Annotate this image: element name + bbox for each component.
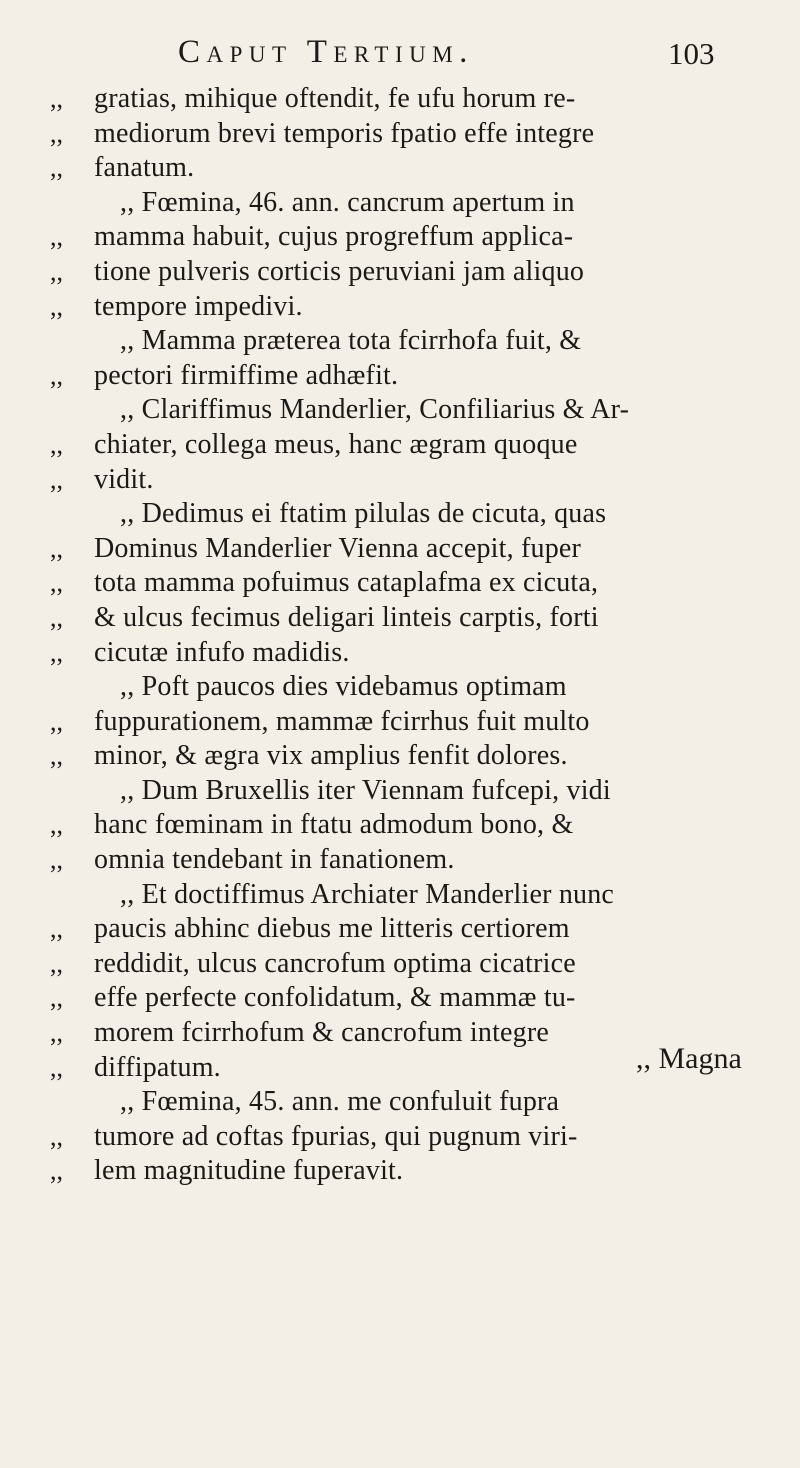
text-line [0, 981, 800, 1016]
line-text: gratias, mihique oftendit, fe ufu horum re- [94, 83, 576, 114]
text-line [0, 428, 800, 463]
line-text: tumore ad coftas fpurias, qui pugnum viri- [94, 1120, 578, 1152]
margin-quote-mark: ,, [50, 568, 63, 598]
text-line [0, 566, 800, 601]
margin-quote-mark: ,, [50, 983, 63, 1013]
text-line [0, 601, 800, 636]
margin-quote-mark: ,, [50, 706, 63, 736]
line-text: Dominus Manderlier Vienna accepit, fuper [94, 532, 582, 564]
line-text: & ulcus fecimus deligari linteis carptis, forti [94, 601, 599, 633]
margin-quote-mark: ,, [50, 84, 63, 113]
page-number: 103 [668, 36, 715, 71]
line-text: tione pulveris corticis peruviani jam aliquo [94, 255, 585, 287]
margin-quote-mark: ,, [50, 118, 63, 148]
line-text: chiater, collega meus, hanc ægram quoque [94, 428, 578, 460]
line-text: tempore impedivi. [94, 290, 303, 322]
text-line [0, 186, 800, 221]
running-title: Caput Tertium. [178, 34, 474, 70]
text-line [0, 151, 800, 186]
line-text: diffipatum. [94, 1051, 221, 1083]
line-text: minor, & ægra vix amplius fenfit dolores. [94, 740, 568, 772]
line-text: lem magnitudine fuperavit. [94, 1155, 404, 1187]
body-text [0, 82, 800, 1189]
line-text: mediorum brevi temporis fpatio effe integre [94, 117, 595, 149]
text-line [0, 774, 800, 809]
text-line [0, 255, 800, 290]
line-text: ,, Dum Bruxellis iter Viennam fufcepi, vidi [120, 774, 611, 806]
line-text: ,, Fœmina, 45. ann. me confuluit fupra [120, 1086, 560, 1118]
margin-quote-mark: ,, [50, 810, 63, 840]
line-text: paucis abhinc diebus me litteris certiorem [94, 913, 570, 945]
line-text: ,, Fœmina, 46. ann. cancrum apertum in [120, 186, 575, 218]
text-line [0, 117, 800, 152]
margin-quote-mark: ,, [50, 1052, 63, 1082]
line-text: ,, Poft paucos dies videbamus optimam [120, 671, 567, 703]
line-text: ,, Dedimus ei ftatim pilulas de cicuta, quas [120, 498, 607, 530]
text-line [0, 463, 800, 498]
catchword: ,, Magna [636, 1042, 742, 1075]
line-text: vidit. [94, 463, 154, 495]
text-line [0, 220, 800, 255]
text-line [0, 705, 800, 740]
text-line [0, 324, 800, 359]
line-text: reddidit, ulcus cancrofum optima cicatrice [94, 947, 576, 979]
margin-quote-mark: ,, [50, 533, 63, 563]
text-line [0, 290, 800, 325]
margin-quote-mark: ,, [50, 1121, 63, 1151]
text-line [0, 393, 800, 428]
text-line [0, 497, 800, 532]
text-line [0, 912, 800, 947]
line-text: cicutæ infufo madidis. [94, 636, 350, 668]
margin-quote-mark: ,, [50, 637, 63, 667]
line-text: effe perfecte confolidatum, & mammæ tu- [94, 982, 576, 1014]
text-line [0, 739, 800, 774]
line-text: fuppurationem, mammæ fcirrhus fuit multo [94, 705, 590, 737]
line-text: morem fcirrhofum & cancrofum integre [94, 1017, 550, 1049]
text-line [0, 1085, 800, 1120]
margin-quote-mark: ,, [50, 222, 63, 252]
margin-quote-mark: ,, [50, 256, 63, 286]
line-text: omnia tendebant in fanationem. [94, 844, 455, 876]
line-text: fanatum. [94, 152, 195, 184]
line-text: pectori firmiffime adhæfit. [94, 359, 399, 391]
text-line [0, 82, 800, 117]
margin-quote-mark: ,, [50, 845, 63, 875]
margin-quote-mark: ,, [50, 429, 63, 459]
text-line [0, 808, 800, 843]
line-text: ,, Et doctiffimus Archiater Manderlier nunc [120, 878, 615, 910]
text-line [0, 1120, 800, 1155]
margin-quote-mark: ,, [50, 948, 63, 978]
line-text: tota mamma pofuimus cataplafma ex cicuta, [94, 567, 599, 599]
text-line [0, 359, 800, 394]
line-text: ,, Clariffimus Manderlier, Confiliarius & Ar- [120, 394, 630, 426]
margin-quote-mark: ,, [50, 602, 63, 632]
margin-quote-mark: ,, [50, 153, 63, 183]
text-line [0, 532, 800, 567]
margin-quote-mark: ,, [50, 291, 63, 321]
margin-quote-mark: ,, [50, 1156, 63, 1186]
margin-quote-mark: ,, [50, 464, 63, 494]
text-line [0, 636, 800, 671]
text-line [0, 670, 800, 705]
line-text: hanc fœminam in ftatu admodum bono, & [94, 809, 574, 841]
margin-quote-mark: ,, [50, 360, 63, 390]
text-line [0, 947, 800, 982]
running-head [0, 34, 800, 74]
text-line [0, 843, 800, 878]
margin-quote-mark: ,, [50, 741, 63, 771]
margin-quote-mark: ,, [50, 1018, 63, 1048]
line-text: mamma habuit, cujus progreffum applica- [94, 221, 574, 253]
text-line [0, 1154, 800, 1189]
margin-quote-mark: ,, [50, 914, 63, 944]
line-text: ,, Mamma præterea tota fcirrhofa fuit, & [120, 325, 582, 357]
text-line [0, 878, 800, 913]
